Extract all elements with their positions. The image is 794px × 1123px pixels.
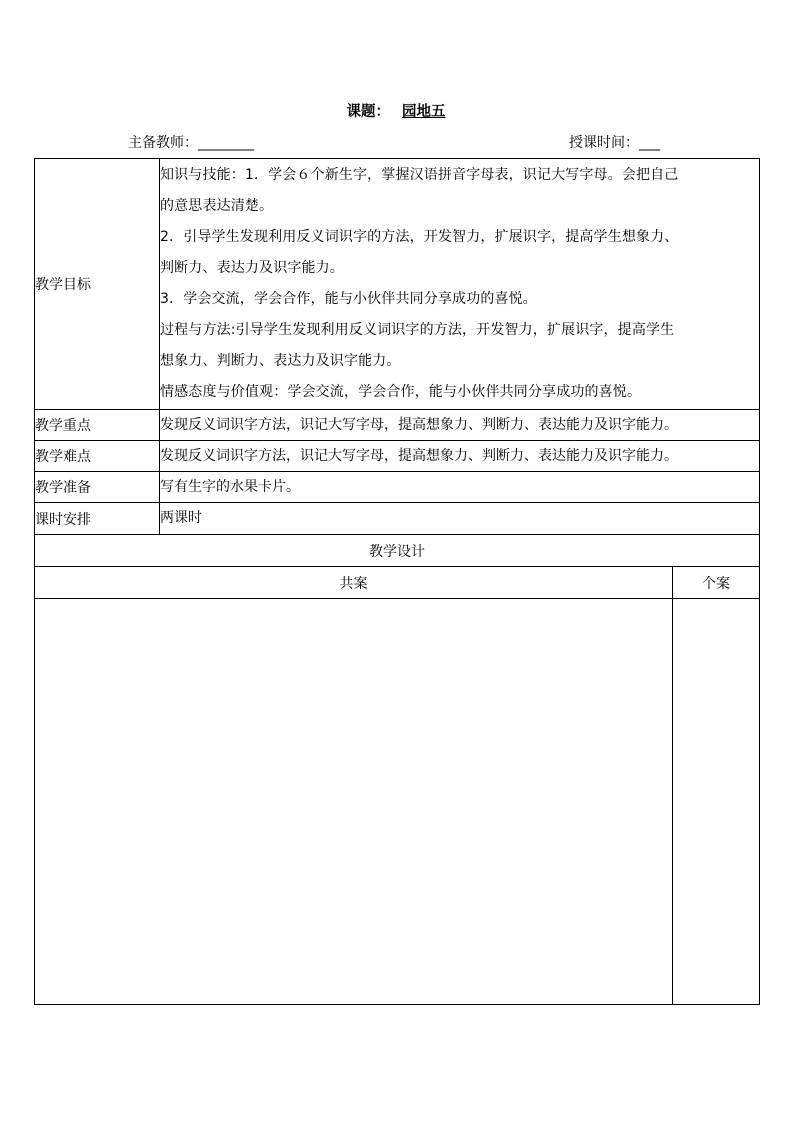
design-body-row <box>35 599 760 1005</box>
schedule-row <box>35 503 760 535</box>
key-points-value: 发现反义词识字方法，识记大写字母，提高想象力、判断力、表达能力及识字能力。 <box>160 410 760 441</box>
design-heading: 教学设计 <box>35 535 760 567</box>
objective-line: 情感态度与价值观：学会交流，学会合作，能与小伙伴共同分享成功的喜悦。 <box>160 384 642 400</box>
document-title <box>0 102 794 122</box>
difficulties-row <box>35 441 760 472</box>
key-points-row <box>35 410 760 441</box>
objectives-content <box>160 159 760 410</box>
title-label: 课题： <box>346 104 390 120</box>
shared-plan-area[interactable] <box>35 599 673 1005</box>
individual-plan-header: 个案 <box>673 567 760 599</box>
objective-line: 想象力、判断力、表达力及识字能力。 <box>160 353 401 369</box>
objective-line: 过程与方法:引导学生发现利用反义词识字的方法，开发智力，扩展识字，提高学生 <box>160 322 675 338</box>
schedule-label: 课时安排 <box>35 503 160 535</box>
objectives-row <box>35 159 760 410</box>
key-points-label: 教学重点 <box>35 410 160 441</box>
preparation-value: 写有生字的水果卡片。 <box>160 472 760 503</box>
lesson-plan-table <box>34 158 760 1005</box>
preparation-row <box>35 472 760 503</box>
title-topic: 园地五 <box>402 104 446 120</box>
lead-teacher-field: 主备教师：________ <box>128 135 254 151</box>
difficulties-value: 发现反义词识字方法，识记大写字母，提高想象力、判断力、表达能力及识字能力。 <box>160 441 760 472</box>
objective-line: 3．学会交流，学会合作，能与小伙伴共同分享成功的喜悦。 <box>160 291 537 307</box>
design-heading-row <box>35 535 760 567</box>
schedule-value: 两课时 <box>160 503 760 535</box>
design-columns-row <box>35 567 760 599</box>
preparation-label: 教学准备 <box>35 472 160 503</box>
lesson-time-field: 授课时间：___ <box>569 135 660 151</box>
difficulties-label: 教学难点 <box>35 441 160 472</box>
individual-plan-area[interactable] <box>673 599 760 1005</box>
objective-line: 判断力、表达力及识字能力。 <box>160 260 344 276</box>
objective-line: 的意思表达清楚。 <box>160 198 274 214</box>
objective-line: 知识与技能：1．学会６个新生字，掌握汉语拼音字母表，识记大写字母。会把自己 <box>160 167 679 183</box>
shared-plan-header: 共案 <box>35 567 673 599</box>
objective-line: 2．引导学生发现利用反义词识字的方法，开发智力，扩展识字，提高学生想象力、 <box>160 229 679 245</box>
objectives-label: 教学目标 <box>35 159 160 410</box>
